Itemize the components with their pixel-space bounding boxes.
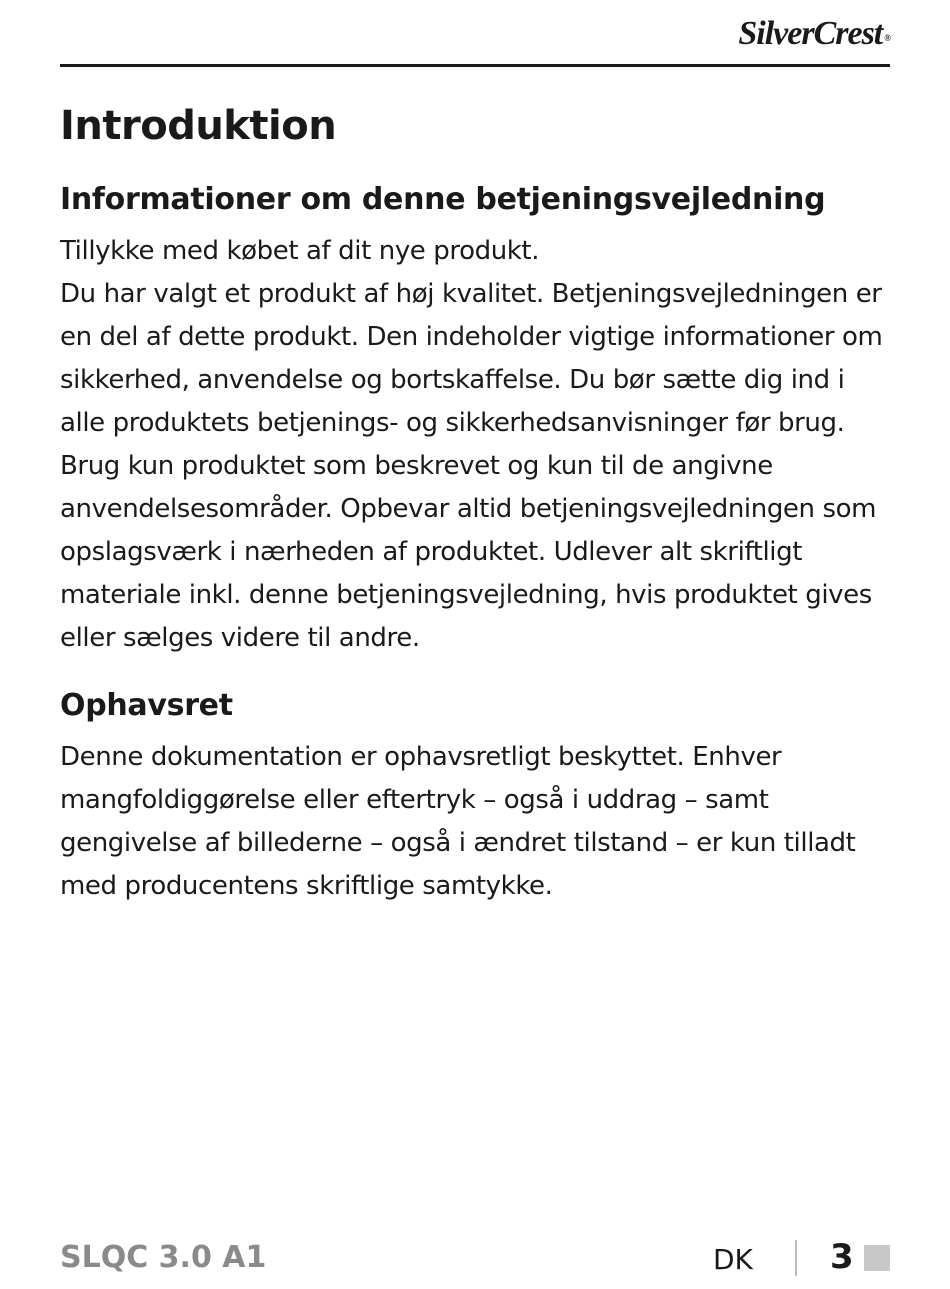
- section-body-copyright: Denne dokumentation er ophavsretligt beskyttet. Enhver mangfoldiggørelse eller eftertryk – også i uddrag – samt gengivelse af billederne – også i ændret tilstand – er kun tilladt med producentens skriftlige samtykke.: [60, 742, 856, 901]
- brand-logo: [738, 14, 890, 54]
- page-title: Introduktion: [60, 103, 337, 149]
- page-marker-square: [864, 1245, 890, 1271]
- footer-model-number: SLQC 3.0 A1: [60, 1240, 267, 1275]
- section-heading-copyright: Ophavsret: [60, 688, 233, 723]
- section-body-manual-info: Tillykke med købet af dit nye produkt. Du har valgt et produkt af høj kvalitet. Betjeningsvejledningen er en del af dette produkt. Den indeholder vigtige informationer om sikkerhed, anvendelse og bortskaffelse. Du bør sætte dig ind i alle produktets betjenings- og sikkerhedsanvisninger før brug. Brug kun produktet som beskrevet og kun til de angivne anvendelsesområder. Opbevar altid betjeningsvejledningen som opslagsværk i nærheden af produktet. Udlever alt skriftligt materiale inkl. denne betjeningsvejledning, hvis produktet gives eller sælges videre til andre.: [60, 236, 883, 653]
- page-content: [60, 96, 890, 908]
- section-copyright: [60, 686, 890, 908]
- footer-language-code: DK: [713, 1243, 753, 1276]
- header-rule: [60, 64, 890, 67]
- registered-mark: ®: [884, 33, 890, 43]
- section-heading-manual-info: Informationer om denne betjeningsvejledning: [60, 182, 826, 217]
- brand-name: SilverCrest: [738, 15, 883, 52]
- footer-divider: [795, 1240, 797, 1276]
- page-number: 3: [830, 1237, 854, 1277]
